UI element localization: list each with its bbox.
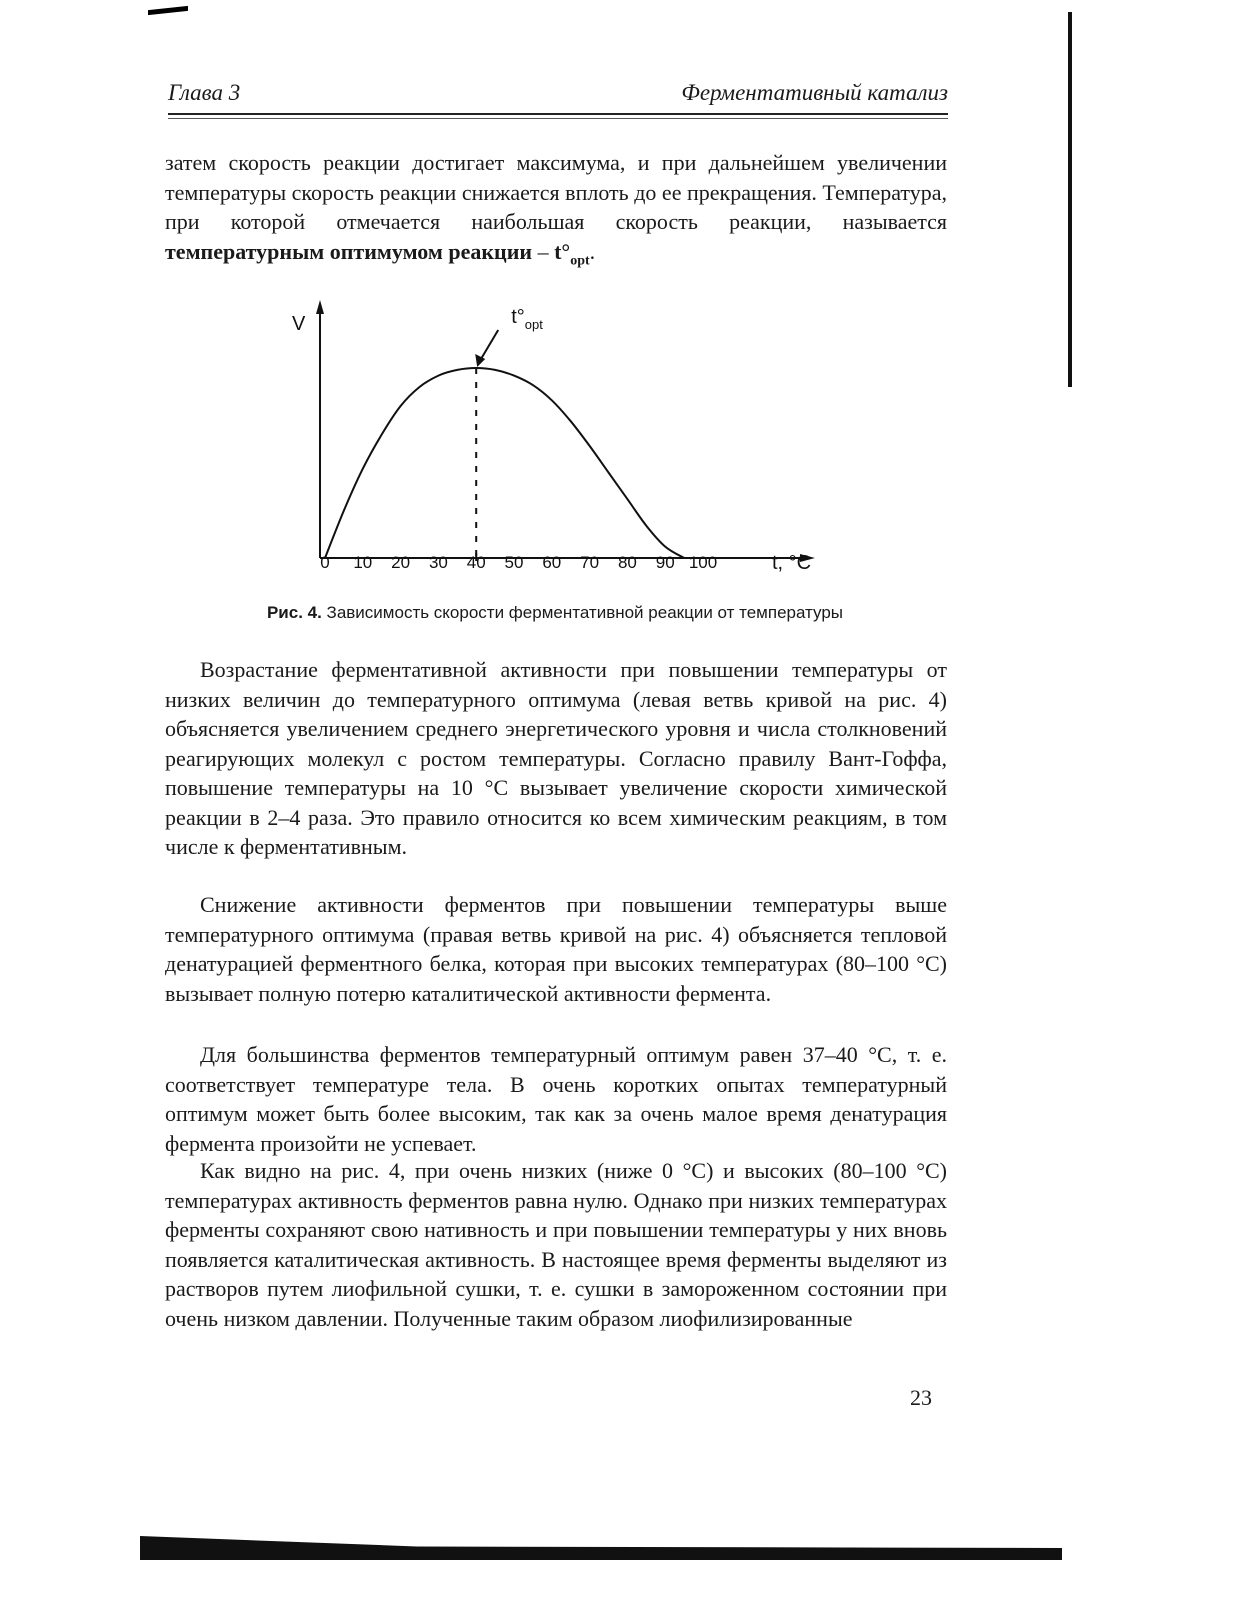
x-tick-label: 40 — [466, 553, 486, 572]
intro-paragraph — [165, 148, 947, 275]
header-rule — [168, 113, 948, 115]
term-dash: – — [532, 238, 555, 264]
figure-caption-text: Зависимость скорости ферментативной реакции от температуры — [321, 603, 844, 622]
intro-end: . — [589, 238, 596, 264]
header-rule — [168, 118, 948, 119]
figure-number: Рис. 4. — [266, 603, 322, 622]
x-axis-label: t, °C — [772, 552, 812, 574]
section-title: Ферментативный катализ — [681, 80, 948, 105]
x-tick-label: 80 — [617, 553, 637, 572]
body-paragraph: Возрастание ферментативной активности при повышении температуры от низких величин до температурного оптимума (левая ветвь кривой на рис. 4) объясняется увеличением среднего энергетического уровня и числа столкновений реагирующих молекул с ростом температуры. Согласно правилу Вант-Гоффа, повышение температуры на 10 °С вызывает увеличение скорости химической реакции в 2–4 раза. Это правило относится ко всем химическим реакциям, в том числе к ферментативным. — [165, 657, 947, 859]
temperature-curve — [325, 368, 684, 558]
figure-caption — [0, 603, 1110, 623]
body-paragraph: Для большинства ферментов температурный оптимум равен 37–40 °С, т. е. соответствует температуре тела. В очень коротких опытах температурный оптимум может быть более высоким, так как за очень малое время денатурация фермента произойти не успевает. — [165, 1042, 947, 1156]
y-axis-arrow — [316, 300, 324, 314]
x-tick-label: 90 — [655, 553, 675, 572]
page-number: 23 — [910, 1385, 932, 1410]
chapter-title: Глава 3 — [168, 80, 241, 105]
body-paragraph: Как видно на рис. 4, при очень низких (ниже 0 °С) и высоких (80–100 °С) температурах активность ферментов равна нулю. Однако при низких температурах ферменты сохраняют свою нативность и при повышении температуры у них вновь появляется каталитическая активность. В настоящее время ферменты выделяют из растворов путем лиофильной сушки, т. е. сушки в замороженном состоянии при очень низком давлении. Полученные таким образом лиофилизированные — [165, 1158, 947, 1331]
scan-mark — [140, 1530, 1062, 1560]
x-tick-label: 0 — [320, 553, 330, 572]
y-axis-label: V — [292, 313, 306, 335]
x-tick-label: 70 — [580, 553, 600, 572]
x-tick-label: 60 — [542, 553, 562, 572]
scan-mark — [1068, 12, 1072, 387]
temperature-chart — [270, 290, 850, 590]
x-tick-label: 50 — [504, 553, 524, 572]
running-header — [168, 80, 948, 112]
scan-mark — [148, 6, 188, 15]
x-tick-label: 10 — [353, 553, 373, 572]
x-tick-label: 30 — [428, 553, 448, 572]
intro-text: затем скорость реакции достигает максимума, и при дальнейшем увеличении температуры скорость реакции снижается вплоть до ее прекращения. Температура, при которой отмечается наибольшая скорость реакции, называется — [165, 150, 947, 234]
body-paragraph: Снижение активности ферментов при повышении температуры выше температурного оптимума (правая ветвь кривой на рис. 4) объясняется тепловой денатурацией ферментного белка, которая при высоких температурах (80–100 °С) вызывает полную потерю каталитической активности фермента. — [165, 892, 947, 1006]
x-tick-label: 20 — [391, 553, 411, 572]
optimum-symbol: $t^\circ_{opt}$ — [554, 238, 590, 268]
defined-term: температурным оптимумом реакции — [165, 238, 533, 264]
optimum-label: $t^\circ_{opt}$ — [511, 306, 543, 332]
optimum-pointer — [479, 330, 498, 362]
x-tick-label: 100 — [688, 553, 718, 572]
